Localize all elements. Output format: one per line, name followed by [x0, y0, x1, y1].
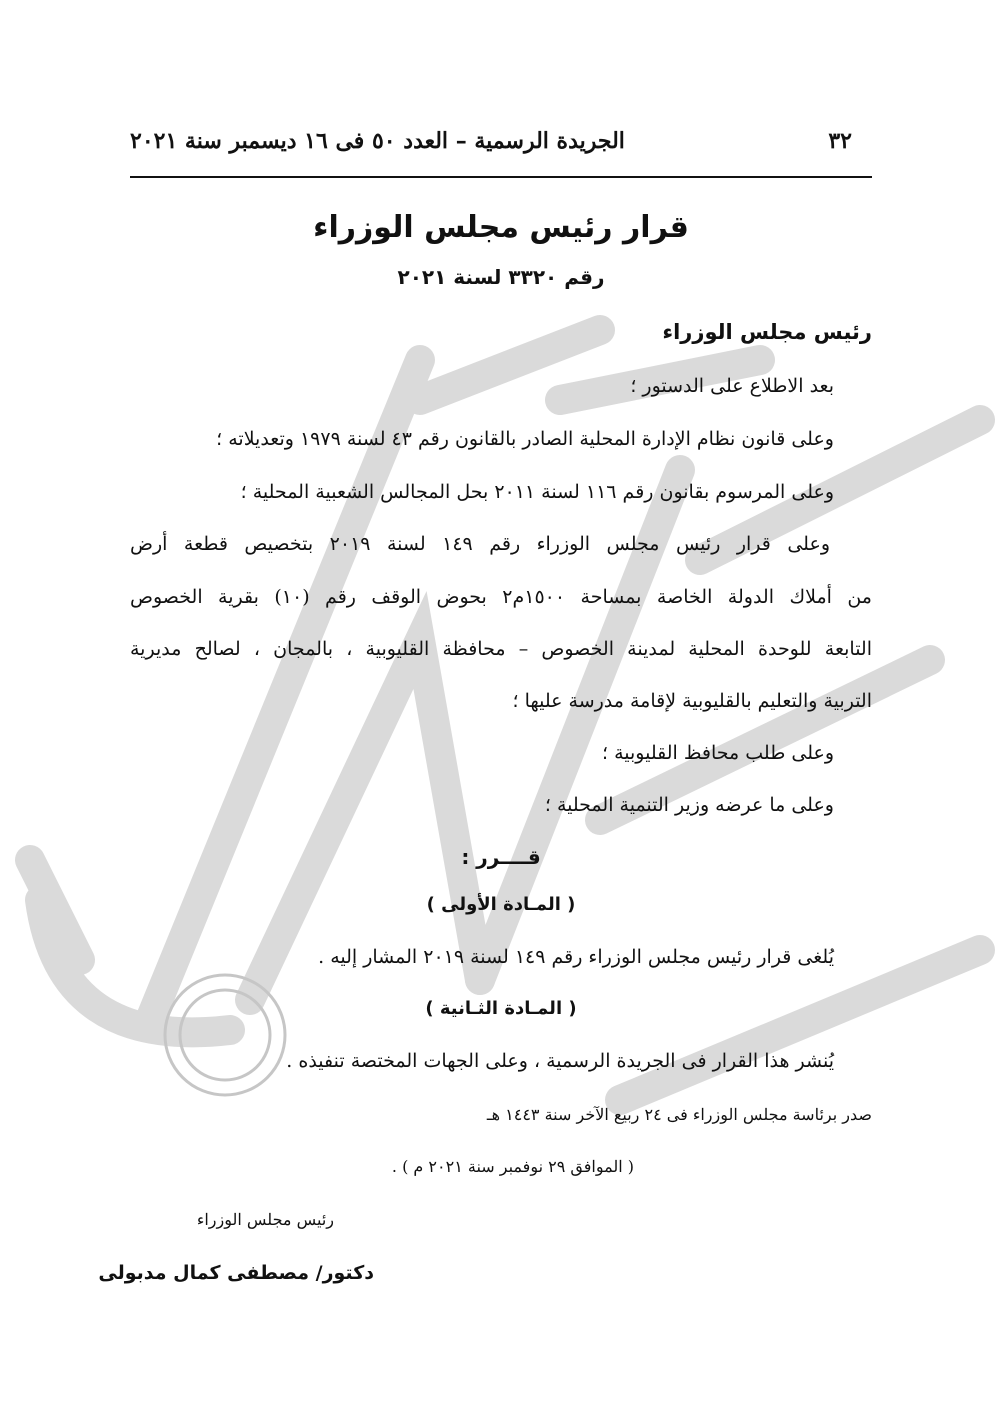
article-1-text: يُلغى قرار رئيس مجلس الوزراء رقم ١٤٩ لسنة ٢٠١٩ المشار إليه . [318, 946, 834, 968]
signature-name: دكتور/ مصطفى كمال مدبولى [98, 1262, 374, 1284]
signature-title: رئيس مجلس الوزراء [196, 1210, 334, 1229]
preamble-line: وعلى ما عرضه وزير التنمية المحلية ؛ [544, 794, 834, 816]
decides-heading: قــــرر : [461, 845, 541, 869]
publication-info: الجريدة الرسمية – العدد ٥٠ فى ١٦ ديسمبر سنة ٢٠٢١ [130, 128, 625, 154]
decree-title: قرار رئيس مجلس الوزراء [313, 210, 689, 245]
article-2-heading: ( المـادة الثـانية ) [425, 998, 577, 1019]
gregorian-date: ( الموافق ٢٩ نوفمبر سنة ٢٠٢١ م ) . [391, 1157, 634, 1176]
preamble-line: من أملاك الدولة الخاصة بمساحة ١٥٠٠م٢ بحوض الوقف رقم (١٠) بقرية الخصوص [130, 586, 872, 608]
preamble-line: بعد الاطلاع على الدستور ؛ [630, 375, 834, 397]
decree-number: رقم ٣٣٢٠ لسنة ٢٠٢١ [397, 265, 605, 289]
article-2-text: يُنشر هذا القرار فى الجريدة الرسمية ، وعلى الجهات المختصة تنفيذه . [286, 1050, 834, 1072]
header-divider [130, 176, 872, 178]
preamble-line: وعلى قرار رئيس مجلس الوزراء رقم ١٤٩ لسنة ٢٠١٩ بتخصيص قطعة أرض [130, 533, 830, 555]
preamble-line: وعلى قانون نظام الإدارة المحلية الصادر بالقانون رقم ٤٣ لسنة ١٩٧٩ وتعديلاته ؛ [216, 428, 834, 450]
article-1-heading: ( المـادة الأولى ) [426, 894, 576, 915]
preamble-line: وعلى المرسوم بقانون رقم ١١٦ لسنة ٢٠١١ بحل المجالس الشعبية المحلية ؛ [240, 481, 834, 503]
running-header [130, 128, 852, 154]
preamble-line: وعلى طلب محافظ القليوبية ؛ [602, 742, 834, 764]
issuer-heading: رئيس مجلس الوزراء [662, 320, 872, 344]
issued-date: صدر برئاسة مجلس الوزراء فى ٢٤ ربيع الآخر سنة ١٤٤٣ هـ [486, 1105, 872, 1124]
page-number: ٣٢ [828, 128, 852, 154]
preamble-line: التربية والتعليم بالقليوبية لإقامة مدرسة عليها ؛ [512, 690, 872, 712]
preamble-line: التابعة للوحدة المحلية لمدينة الخصوص – محافظة القليوبية ، بالمجان ، لصالح مديرية [130, 638, 872, 660]
